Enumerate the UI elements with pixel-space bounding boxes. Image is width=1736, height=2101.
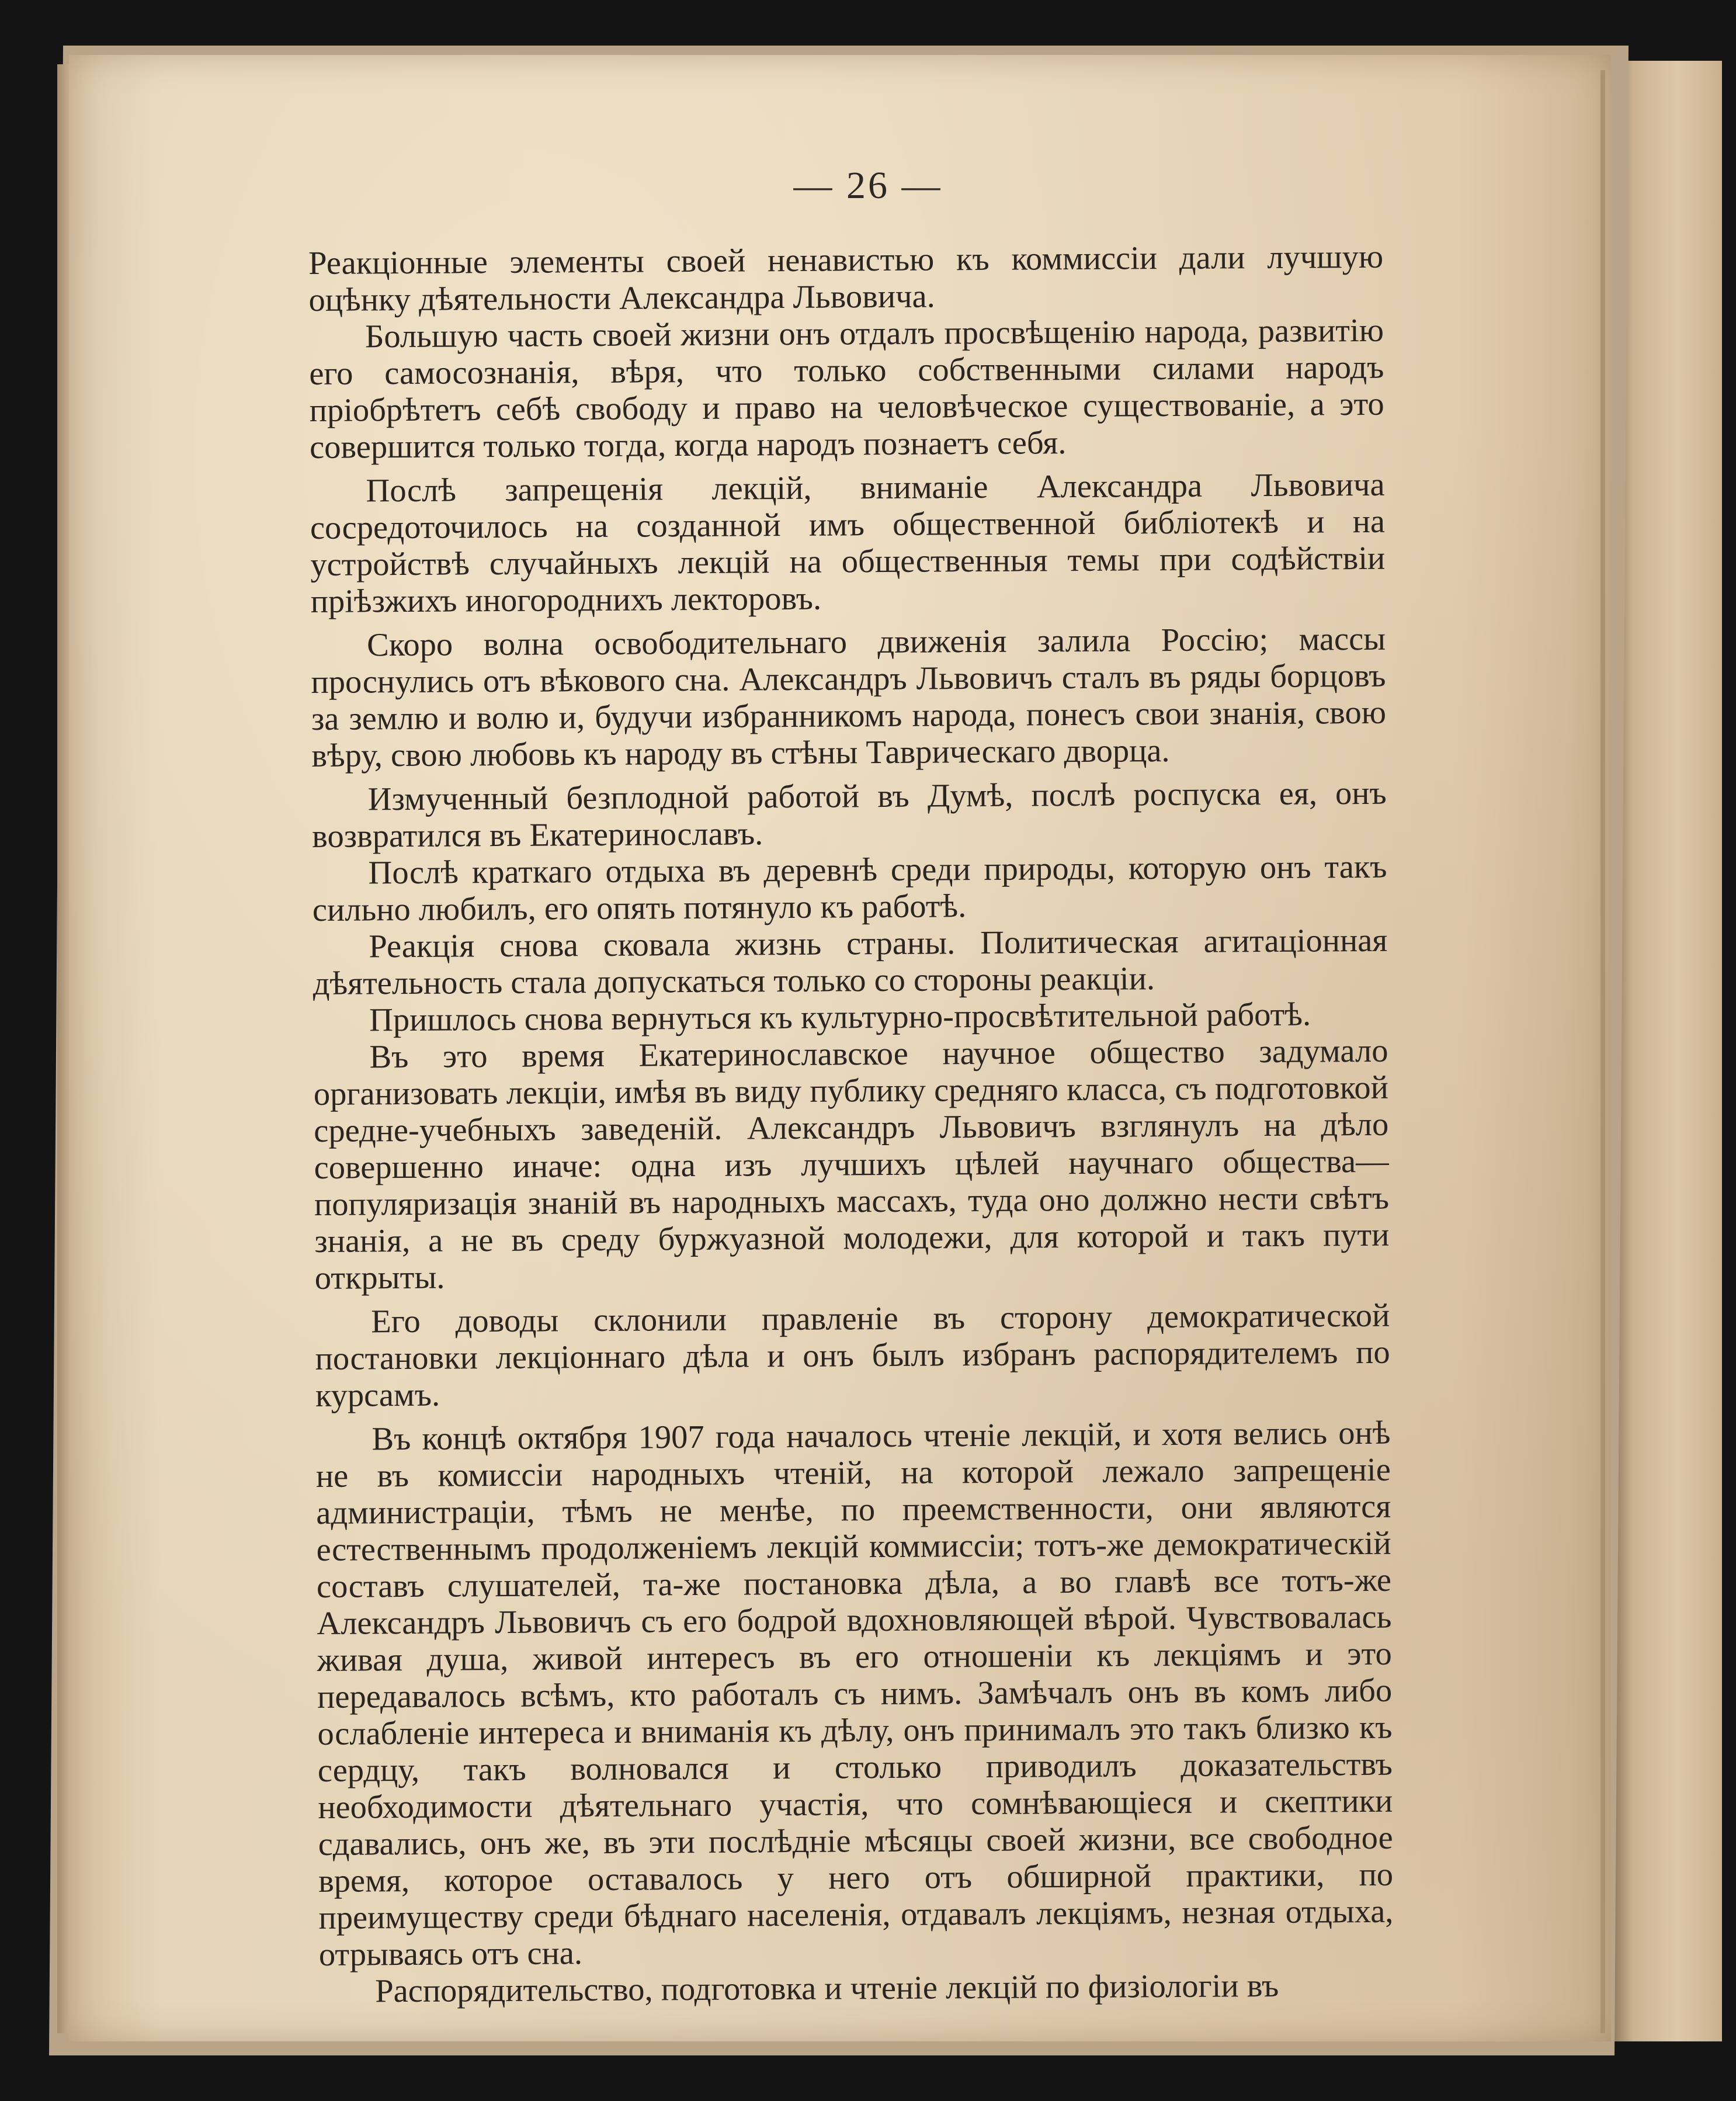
paragraph-12: Распорядительство, подготовка и чтеніе лекцій по физіологіи въ <box>375 1967 1279 2010</box>
paragraph-11: Въ концѣ октября 1907 года началось чтеніе лекцій, и хотя велись онѣ не въ комиссіи народныхъ чтеній, на которой лежало запрещеніе администраціи, тѣмъ не менѣе, по преемственности, они являются естественнымъ продолженіемъ лекцій коммиссіи; тотъ-же демократическій составъ слушателей, та-же постановка дѣла, а во главѣ все тотъ-же Александръ Львовичъ съ его бодрой вдохновляющей вѣрой. Чувствовалась живая душа, живой интересъ въ его отношеніи къ лекціямъ и это передавалось всѣмъ, кто работалъ съ нимъ. Замѣчалъ онъ въ комъ либо ослабленіе интереса и вниманія къ дѣлу, онъ принималъ это такъ близко къ сердцу, такъ волновался и столько приводилъ доказательствъ необходимости дѣятельнаго участія, что сомнѣвающіеся и скептики сдавались, онъ же, въ эти послѣдніе мѣсяцы своей жизни, все свободное время, которое оставалось у него отъ обширной практики, по преимуществу среди бѣднаго населенія, отдавалъ лекціямъ, незная отдыха, отрываясь отъ сна. <box>315 1414 1394 1973</box>
paragraph-2: Большую часть своей жизни онъ отдалъ просвѣщенію народа, развитію его самосознанія, вѣря, что только собственными силами народъ пріобрѣтетъ себѣ свободу и право на человѣческое существованіе, а это совершится только тогда, когда народъ познаетъ себя. <box>309 312 1384 466</box>
paragraph-9: Въ это время Екатеринославское научное общество задумало организовать лекціи, имѣя въ виду публику средняго класса, съ подготовкой средне-учебныхъ заведеній. Александръ Львовичъ взглянулъ на дѣло совершенно иначе: одна изъ лучшихъ цѣлей научнаго общества—популяризація знаній въ народныхъ массахъ, туда оно должно нести свѣтъ знанія, а не въ среду буржуазной молодежи, для которой и такъ пути открыты. <box>313 1032 1390 1296</box>
paragraph-6: Послѣ краткаго отдыха въ деревнѣ среди природы, которую онъ такъ сильно любилъ, его опять потянуло къ работѣ. <box>312 848 1387 928</box>
paragraph-10: Его доводы склонили правленіе въ сторону демократической постановки лекціоннаго дѣла и онъ былъ избранъ распорядителемъ по курсамъ. <box>315 1297 1390 1414</box>
paragraph-7: Реакція снова сковала жизнь страны. Политическая агитаціонная дѣятельность стала допускаться только со стороны реакціи. <box>313 922 1388 1002</box>
next-page-edge <box>1611 61 1722 2041</box>
paragraph-1: Реакціонные элементы своей ненавистью къ коммиссіи дали лучшую оцѣнку дѣятельности Александра Львовича. <box>308 238 1384 318</box>
paragraph-4: Скоро волна освободительнаго движенія залила Россію; массы проснулись отъ вѣкового сна. Александръ Львовичъ сталъ въ ряды борцовъ за землю и волю и, будучи избранникомъ народа, понесъ свои знанія, свою вѣру, свою любовь къ народу въ стѣны Таврическаго дворца. <box>311 620 1387 774</box>
page-gutter <box>1600 70 1605 2033</box>
body-text <box>308 239 1394 2010</box>
paragraph-5: Измученный безплодной работой въ Думѣ, послѣ роспуска ея, онъ возвратился въ Екатеринославъ. <box>311 775 1387 855</box>
paragraph-3: Послѣ запрещенія лекцій, вниманіе Александра Львовича сосредоточилось на созданной имъ общественной библіотекѣ и на устройствѣ случайныхъ лекцій на общественныя темы при содѣйствіи пріѣзжихъ иногороднихъ лекторовъ. <box>310 466 1386 620</box>
page-number: — 26 — <box>793 164 943 207</box>
paragraph-8: Пришлось снова вернуться къ культурно-просвѣтительной работѣ. <box>369 996 1311 1039</box>
